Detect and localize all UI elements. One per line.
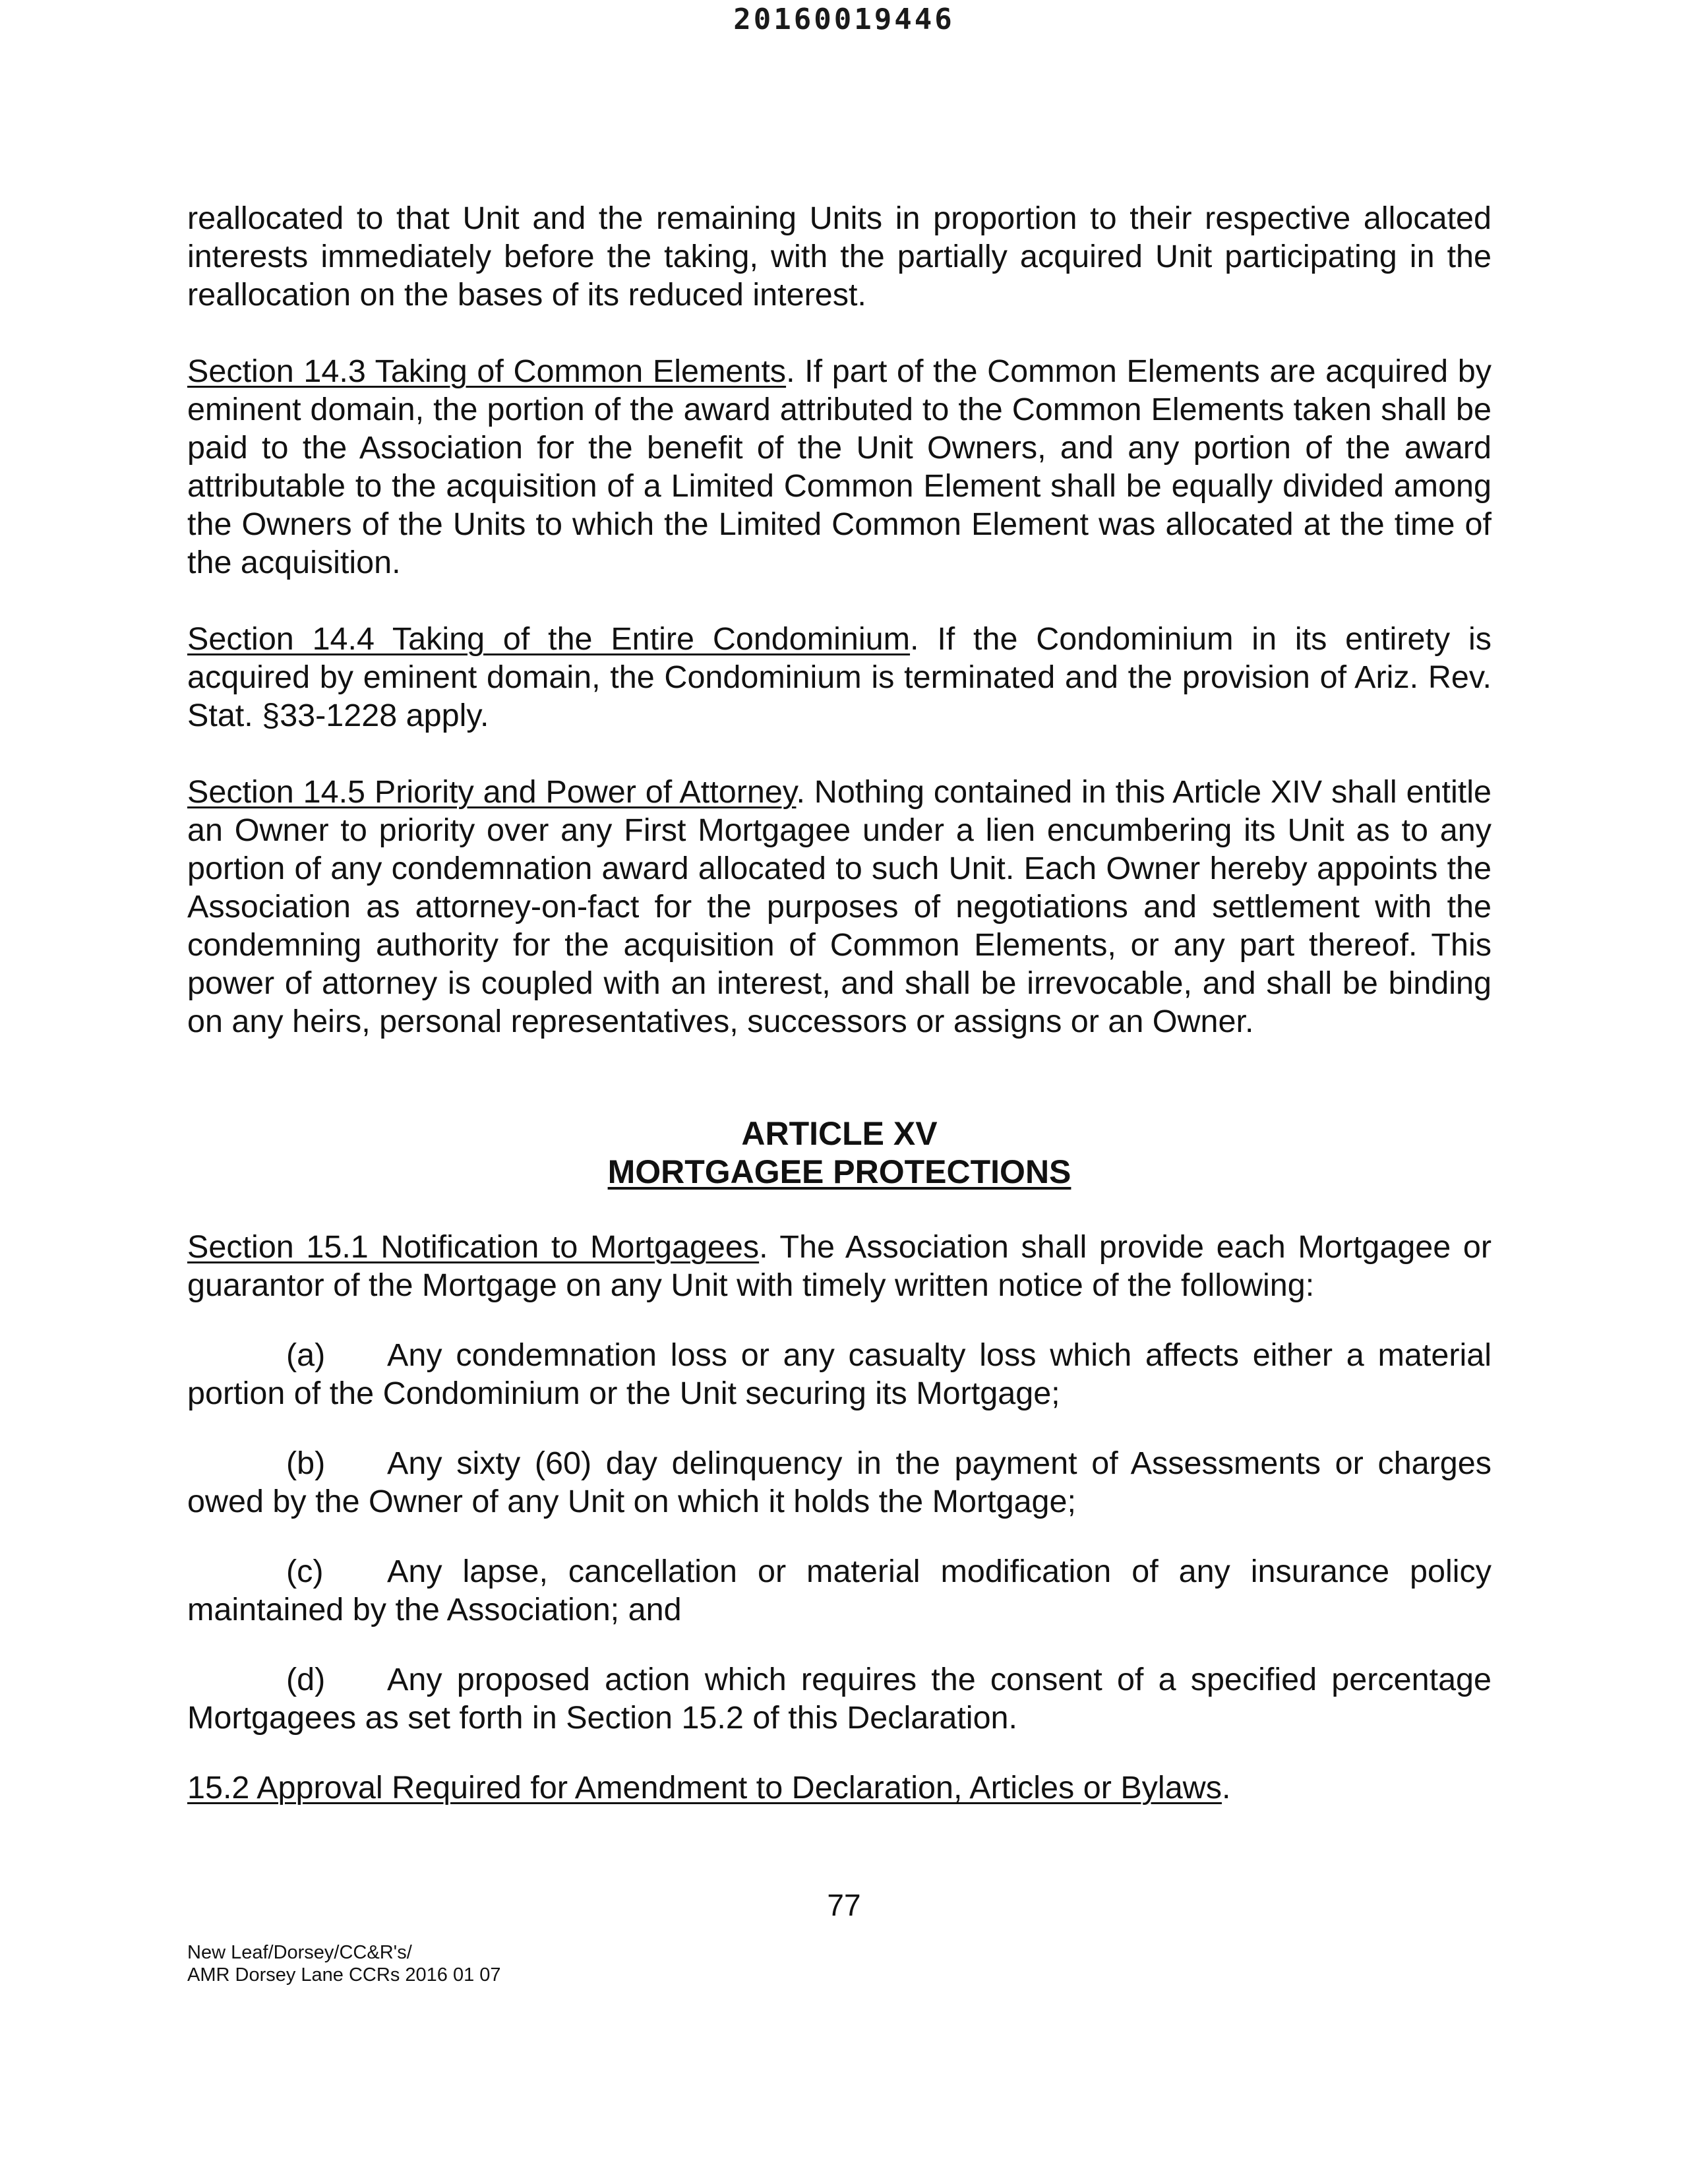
section-15-2-paragraph [187,1769,1492,1807]
list-item-label: (a) [286,1337,326,1373]
list-item-label: (d) [286,1662,326,1697]
footer-line-2: AMR Dorsey Lane CCRs 2016 01 07 [187,1964,501,1986]
section-14-4-paragraph [187,620,1492,735]
intro-paragraph: reallocated to that Unit and the remaining Units in proportion to their respective allocated interests immediately before the taking, with the partially acquired Unit participating in the reallocation on the bases of its reduced interest. [187,200,1492,313]
section-15-2-heading: 15.2 Approval Required for Amendment to Declaration, Articles or Bylaws [187,1770,1222,1805]
list-item [187,1660,1492,1737]
list-item-label: (c) [286,1554,324,1589]
list-item-text: Any condemnation loss or any casualty loss which affects either a material portion of the Condominium or the Unit securing its Mortgage; [187,1337,1492,1411]
document-number: 20160019446 [733,3,955,36]
list-item-text: Any sixty (60) day delinquency in the payment of Assessments or charges owed by the Owner of any Unit on which it holds the Mortgage; [187,1445,1492,1519]
section-14-3-paragraph [187,352,1492,582]
section-15-1-heading: Section 15.1 Notification to Mortgagees [187,1229,760,1265]
section-14-5-body: . Nothing contained in this Article XIV shall entitle an Owner to priority over any First Mortgagee under a lien encumbering its Unit as to any portion of any condemnation award allocated to such Unit. Each Owner hereby appoints the Association as attorney-on-fact for the purposes of negotiations and settlement with the condemning authority for the acquisition of Common Elements, or any part thereof. This power of attorney is coupled with an interest, and shall be irrevocable, and shall be binding on any heirs, personal representatives, successors or assigns or an Owner. [187,774,1492,1039]
section-14-5-paragraph [187,773,1492,1041]
section-14-3-heading: Section 14.3 Taking of Common Elements [187,353,787,389]
list-item-text: Any lapse, cancellation or material modification of any insurance policy maintained by the Association; and [187,1554,1492,1627]
page-number: 77 [827,1888,861,1922]
list-item [187,1444,1492,1521]
list-item [187,1336,1492,1412]
list-item [187,1552,1492,1629]
article-number: ARTICLE XV [741,1115,938,1152]
list-item-label: (b) [286,1445,326,1481]
article-title: MORTGAGEE PROTECTIONS [607,1153,1071,1190]
section-15-2-suffix: . [1221,1770,1231,1805]
section-14-3-body: . If part of the Common Elements are acquired by eminent domain, the portion of the award attributed to the Common Elements taken shall be paid to the Association for the benefit of the Unit Owners, and any portion of the award attributable to the acquisition of a Limited Common Element shall be equally divided among the Owners of the Units to which the Limited Common Element was allocated at the time of the acquisition. [187,353,1492,580]
section-14-4-body: . If the Condominium in its entirety is acquired by eminent domain, the Condominium is terminated and the provision of Ariz. Rev. Stat. §33-1228 apply. [187,621,1492,733]
section-15-1-paragraph [187,1228,1492,1304]
article-heading [187,1114,1492,1191]
list-item-text: Any proposed action which requires the consent of a specified percentage Mortgagees as set forth in Section 15.2 of this Declaration. [187,1662,1492,1736]
section-14-4-heading: Section 14.4 Taking of the Entire Condominium [187,621,911,657]
section-15-1-body: . The Association shall provide each Mortgagee or guarantor of the Mortgage on any Unit with timely written notice of the following: [187,1229,1492,1303]
document-footer [187,1941,501,1986]
footer-line-1: New Leaf/Dorsey/CC&R's/ [187,1942,412,1963]
section-14-5-heading: Section 14.5 Priority and Power of Attorney [187,774,797,810]
